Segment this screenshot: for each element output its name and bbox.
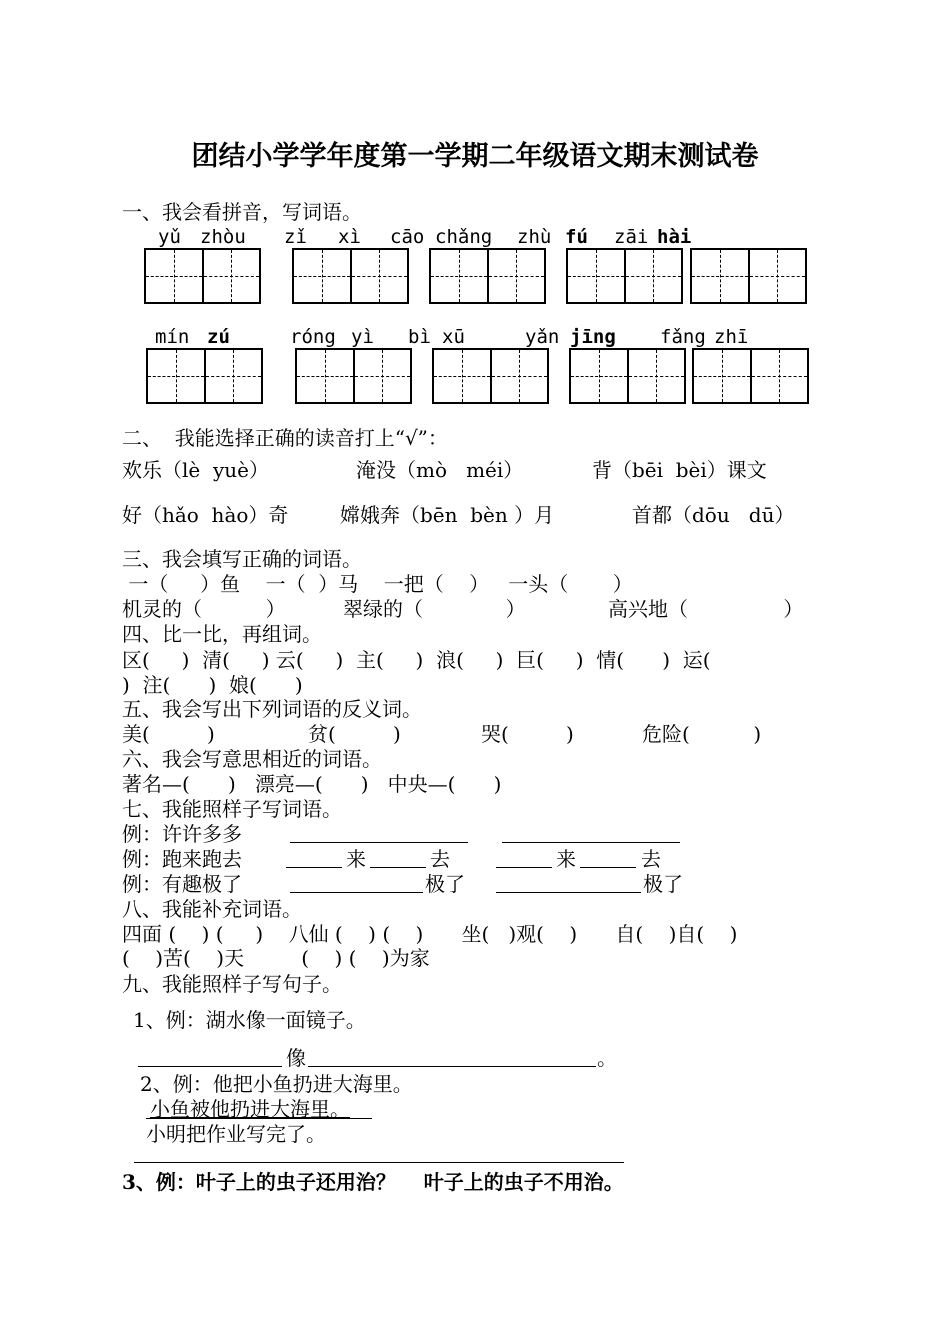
- compare-line[interactable]: ) 注( ) 娘( ): [122, 673, 303, 697]
- period: 。: [597, 1046, 617, 1070]
- sentence-task: 小明把作业写完了。: [146, 1122, 326, 1146]
- tianzige-box[interactable]: [429, 248, 546, 304]
- idiom-line[interactable]: ( )苦( )天 ( ) ( )为家: [122, 946, 430, 970]
- tianzige-box[interactable]: [292, 248, 409, 304]
- pinyin: hài: [657, 226, 692, 248]
- section-6-heading: 六、我会写意思相近的词语。: [122, 747, 382, 771]
- jile-text: 极了: [643, 872, 683, 896]
- section-5-heading: 五、我会写出下列词语的反义词。: [122, 697, 422, 721]
- tianzige-box[interactable]: [692, 348, 809, 404]
- antonym-item[interactable]: 哭( ): [481, 722, 574, 746]
- reading-choice[interactable]: 好（hǎo hào）奇: [122, 503, 289, 527]
- tianzige-box[interactable]: [690, 248, 807, 304]
- answer-line[interactable]: [138, 1066, 282, 1067]
- answer-line[interactable]: [496, 867, 552, 868]
- answer-line[interactable]: [134, 1162, 624, 1163]
- tianzige-box[interactable]: [432, 348, 549, 404]
- qu-char: 去: [430, 847, 450, 871]
- tianzige-box[interactable]: [144, 248, 261, 304]
- answer-line[interactable]: [290, 892, 423, 893]
- section-7-heading: 七、我能照样子写词语。: [122, 797, 342, 821]
- reading-choice[interactable]: 欢乐（lè yuè）: [122, 458, 269, 482]
- pinyin: fú: [565, 226, 588, 248]
- answer-line[interactable]: [496, 892, 641, 893]
- tianzige-box[interactable]: [566, 248, 683, 304]
- xiang-char: 像: [286, 1046, 306, 1070]
- pinyin: mín: [155, 326, 190, 348]
- lai-char: 来: [346, 847, 366, 871]
- pinyin: xì: [338, 226, 361, 248]
- example-label: 例：跑来跑去: [122, 847, 242, 871]
- pinyin: zāi: [614, 226, 649, 248]
- pinyin: zhī: [714, 326, 749, 348]
- pinyin: yǎn: [525, 326, 560, 348]
- tianzige-box[interactable]: [295, 348, 412, 404]
- pinyin: jīng: [570, 326, 616, 348]
- page-title: 团结小学学年度第一学期二年级语文期末测试卷: [191, 141, 759, 172]
- answer-line[interactable]: [370, 867, 426, 868]
- lai-char: 来: [556, 847, 576, 871]
- jile-text: 极了: [425, 872, 465, 896]
- answer-line[interactable]: [290, 842, 468, 843]
- pinyin: zhòu: [200, 226, 246, 248]
- example-label: 例：有趣极了: [122, 872, 242, 896]
- pinyin: yì: [351, 326, 374, 348]
- idiom-line[interactable]: 四面 ( ) ( ) 八仙 ( ) ( ) 坐( )观( ) 自( )自( ): [122, 922, 738, 946]
- pinyin: zhù: [517, 226, 552, 248]
- antonym-item[interactable]: 贫( ): [308, 722, 401, 746]
- reading-choice[interactable]: 嫦娥奔（bēn bèn ）月: [340, 503, 555, 527]
- section-8-heading: 八、我能补充词语。: [122, 897, 302, 921]
- fill-item[interactable]: 机灵的（ ）: [122, 597, 286, 621]
- pinyin: chǎng: [435, 226, 493, 248]
- pinyin: fǎng: [660, 326, 706, 348]
- section-2-heading: 二、 我能选择正确的读音打上“√”：: [122, 426, 448, 450]
- answer-line[interactable]: [286, 867, 342, 868]
- fill-line[interactable]: 一（ ）鱼 一（ ）马 一把（ ） 一头（ ）: [122, 572, 633, 596]
- synonym-line[interactable]: 著名—( ) 漂亮—( ) 中央—( ): [122, 772, 502, 796]
- section-1-heading: 一、我会看拼音，写词语。: [122, 200, 362, 224]
- tianzige-box[interactable]: [569, 348, 686, 404]
- antonym-item[interactable]: 美( ): [122, 722, 215, 746]
- sentence-example: 3、例：叶子上的虫子还用治？ 叶子上的虫子不用治。: [122, 1170, 624, 1194]
- underline-decoration: [146, 1118, 372, 1119]
- answer-line[interactable]: [502, 842, 680, 843]
- pinyin: róng: [290, 326, 336, 348]
- example-label: 例：许许多多: [122, 822, 242, 846]
- section-4-heading: 四、比一比，再组词。: [122, 622, 322, 646]
- section-9-heading: 九、我能照样子写句子。: [122, 972, 342, 996]
- pinyin: zǐ: [284, 226, 307, 248]
- sentence-example: 2、例：他把小鱼扔进大海里。: [140, 1072, 413, 1096]
- fill-item[interactable]: 翠绿的（ ）: [343, 597, 526, 621]
- pinyin: bì: [408, 326, 431, 348]
- sentence-example: 1、例：湖水像一面镜子。: [133, 1008, 366, 1032]
- fill-item[interactable]: 高兴地（ ）: [608, 597, 804, 621]
- compare-line[interactable]: 区( ) 清( ) 云( ) 主( ) 浪( ) 巨( ) 情( ) 运(: [122, 648, 711, 672]
- section-3-heading: 三、我会填写正确的词语。: [122, 547, 362, 571]
- pinyin: zú: [207, 326, 230, 348]
- pinyin: yǔ: [158, 226, 181, 248]
- antonym-item[interactable]: 危险( ): [642, 722, 762, 746]
- answer-line[interactable]: [308, 1066, 596, 1067]
- reading-choice[interactable]: 背（bēi bèi）课文: [592, 458, 767, 482]
- reading-choice[interactable]: 淹没（mò méi）: [356, 458, 524, 482]
- pinyin: xū: [442, 326, 465, 348]
- answer-line[interactable]: [580, 867, 636, 868]
- tianzige-box[interactable]: [146, 348, 263, 404]
- reading-choice[interactable]: 首都（dōu dū）: [632, 503, 795, 527]
- qu-char: 去: [641, 847, 661, 871]
- sentence-sample-answer: 小鱼被他扔进大海里。: [150, 1097, 350, 1121]
- pinyin: cāo: [390, 226, 425, 248]
